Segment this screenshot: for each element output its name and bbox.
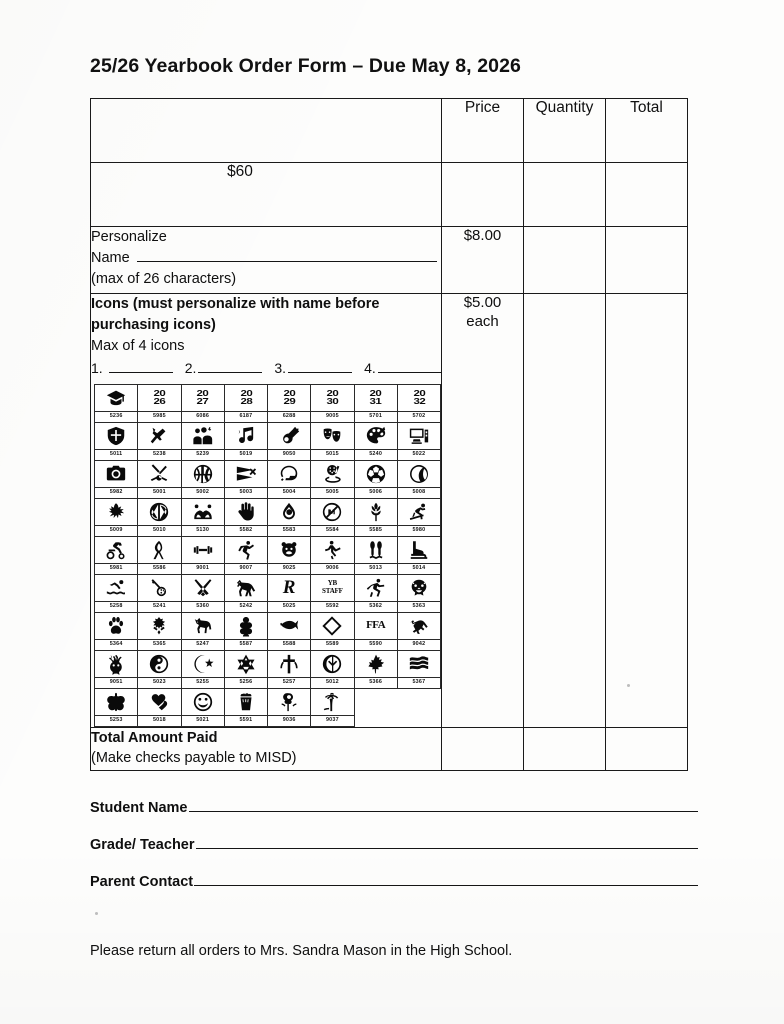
field-student-name-label: Student Name	[90, 800, 188, 816]
total-amount-quantity-cell[interactable]	[524, 727, 606, 770]
icon-cell-dirt-bike[interactable]	[95, 536, 138, 574]
icon-slot-4-write-line[interactable]	[378, 361, 442, 373]
icon-code: 5002	[182, 487, 224, 497]
icon-cell-year-2030[interactable]	[311, 384, 354, 422]
icon-code: 5005	[311, 487, 353, 497]
icons-heading-line2: purchasing icons)	[91, 316, 216, 333]
base-yearbook-quantity-cell[interactable]	[524, 163, 606, 227]
icon-cell-guitar[interactable]	[268, 422, 311, 460]
yin-yang-icon	[138, 651, 180, 677]
karate-icon	[355, 575, 397, 601]
skier-icon	[398, 499, 440, 525]
icon-cell-cross[interactable]	[268, 650, 311, 688]
icon-code: 5022	[398, 449, 440, 459]
table-row-personalize	[91, 227, 688, 294]
icon-code: 5014	[398, 563, 440, 573]
field-grade-teacher-label: Grade/ Teacher	[90, 837, 195, 853]
base-yearbook-price-label: $60	[227, 163, 253, 180]
icon-cell-wolf[interactable]	[181, 612, 224, 650]
icon-cell-peace-sign[interactable]	[311, 650, 354, 688]
icon-cell-tiger[interactable]	[397, 574, 440, 612]
personalize-total-cell[interactable]	[606, 227, 688, 294]
field-student-name[interactable]	[90, 800, 698, 816]
drama-masks-icon	[311, 423, 353, 449]
peace-sign-icon	[311, 651, 353, 677]
icon-grid-empty-cell	[397, 688, 440, 726]
icon-cell-script-letter-r[interactable]	[268, 574, 311, 612]
icon-cell-no-drugs[interactable]	[311, 498, 354, 536]
icon-code: 5583	[268, 525, 310, 535]
icon-cell-diamond[interactable]	[311, 612, 354, 650]
base-yearbook-description	[91, 163, 442, 227]
personalize-description	[91, 227, 442, 294]
music-notes-icon	[225, 423, 267, 449]
icon-cell-year-2029[interactable]	[268, 384, 311, 422]
header-description	[91, 99, 442, 163]
icon-cell-water-drop-globe[interactable]	[268, 498, 311, 536]
icon-cell-bear[interactable]	[268, 536, 311, 574]
icon-cell-basketball[interactable]	[181, 460, 224, 498]
icon-code: 5021	[182, 715, 224, 725]
icon-code: 5130	[182, 525, 224, 535]
no-drugs-icon	[311, 499, 353, 525]
dumbbell-icon	[182, 537, 224, 563]
icon-code: 5586	[138, 563, 180, 573]
icon-grid-row	[95, 536, 441, 574]
icon-cell-hockey-skate[interactable]	[397, 536, 440, 574]
personalize-name-label: Name	[91, 250, 130, 267]
palm-tree-icon	[311, 689, 353, 715]
icon-selection-slots	[91, 359, 441, 379]
icon-cell-star-of-david[interactable]	[224, 650, 267, 688]
icon-cell-music-notes[interactable]	[224, 422, 267, 460]
icon-code: 5006	[355, 487, 397, 497]
yearbook-staff-icon: YB STAFF	[322, 579, 343, 595]
icon-cell-year-2026[interactable]	[138, 384, 181, 422]
hockey-skate-icon	[398, 537, 440, 563]
icon-code: 9050	[268, 449, 310, 459]
icon-code: 5015	[311, 449, 353, 459]
icon-code: 5011	[95, 449, 137, 459]
maple-leaf-icon	[355, 651, 397, 677]
personalize-price-cell: $8.00	[442, 227, 524, 294]
script-letter-r-icon: R	[282, 577, 296, 599]
icon-cell-paw-print[interactable]	[95, 612, 138, 650]
icon-code: 5253	[95, 715, 137, 725]
icon-cell-skier[interactable]	[397, 498, 440, 536]
icon-cell-wrestling[interactable]	[181, 498, 224, 536]
icon-code: 5590	[355, 639, 397, 649]
icons-quantity-cell[interactable]	[524, 294, 606, 728]
icon-grid-row	[95, 422, 441, 460]
icon-slot-3-number: 3.	[274, 359, 287, 376]
icon-code: 5367	[398, 677, 440, 687]
icon-cell-butterfly[interactable]	[95, 688, 138, 726]
golf-icon	[311, 461, 353, 487]
icon-cell-ffa-emblem[interactable]	[354, 612, 397, 650]
icon-cell-four-h-clover[interactable]	[224, 612, 267, 650]
paw-print-icon	[95, 613, 137, 639]
icon-code: 9042	[398, 639, 440, 649]
icon-code: 5242	[225, 601, 267, 611]
icon-code: 9051	[95, 677, 137, 687]
icon-grid-row	[95, 688, 441, 726]
icon-code: 9036	[268, 715, 310, 725]
icon-cell-football-helmet[interactable]	[268, 460, 311, 498]
cross-icon	[268, 651, 310, 677]
diamond-icon	[311, 613, 353, 639]
field-grade-teacher-write-line[interactable]	[196, 837, 698, 849]
total-amount-total-cell[interactable]	[606, 727, 688, 770]
icon-code: 5240	[355, 449, 397, 459]
icon-code: 5257	[268, 677, 310, 687]
icon-cell-flag[interactable]	[397, 650, 440, 688]
awareness-ribbon-icon	[138, 537, 180, 563]
icon-code: 5585	[355, 525, 397, 535]
icon-code: 5023	[138, 677, 180, 687]
icon-cell-wheat[interactable]	[354, 498, 397, 536]
total-amount-price-cell[interactable]	[442, 727, 524, 770]
icon-cell-horse[interactable]	[224, 574, 267, 612]
icons-price-cell	[442, 294, 524, 728]
icon-cell-golf[interactable]	[311, 460, 354, 498]
icon-cell-crescent-star[interactable]	[181, 650, 224, 688]
camera-icon	[95, 461, 137, 487]
tiger-icon	[398, 575, 440, 601]
icon-code: 5001	[138, 487, 180, 497]
icon-code: 5980	[398, 525, 440, 535]
header-quantity: Quantity	[524, 99, 606, 163]
icon-code: 5982	[95, 487, 137, 497]
icon-cell-soccer-ball[interactable]	[354, 460, 397, 498]
icon-cell-awareness-ribbon[interactable]	[138, 536, 181, 574]
year-2028-icon: 20 28	[240, 388, 252, 406]
star-of-david-icon	[225, 651, 267, 677]
icon-code: 5591	[225, 715, 267, 725]
icon-grid-row	[95, 574, 441, 612]
icon-code: 9025	[268, 563, 310, 573]
year-2031-icon: 20 31	[369, 388, 382, 406]
icon-cell-pennant[interactable]	[224, 460, 267, 498]
icon-cell-fishing[interactable]	[138, 574, 181, 612]
icon-code: 5365	[138, 639, 180, 649]
dancer-icon	[225, 537, 267, 563]
icon-code: 5592	[311, 601, 353, 611]
personalize-quantity-cell[interactable]	[524, 227, 606, 294]
icon-grid-row	[95, 650, 441, 688]
icon-cell-gymnast[interactable]	[311, 536, 354, 574]
butterfly-icon	[95, 689, 137, 715]
return-instructions: Please return all orders to Mrs. Sandra Mason in the High School.	[90, 943, 513, 959]
ballet-shoes-icon	[355, 537, 397, 563]
icon-code: 5241	[138, 601, 180, 611]
icon-code: 5981	[95, 563, 137, 573]
icon-slot-4[interactable]	[364, 359, 454, 379]
icons-price-unit: each	[466, 312, 499, 330]
guitar-icon	[268, 423, 310, 449]
icon-code: 5258	[95, 601, 137, 611]
crossed-sticks-icon	[182, 575, 224, 601]
icon-cell-computer[interactable]	[397, 422, 440, 460]
water-drop-globe-icon	[268, 499, 310, 525]
popcorn-drink-icon	[225, 689, 267, 715]
icon-cell-choir-singers[interactable]	[181, 422, 224, 460]
field-parent-contact-write-line[interactable]	[194, 874, 698, 886]
icon-cell-axe[interactable]	[138, 422, 181, 460]
icon-cell-palm-tree[interactable]	[311, 688, 354, 726]
flag-icon	[398, 651, 440, 677]
header-price: Price	[442, 99, 524, 163]
icons-total-cell[interactable]	[606, 294, 688, 728]
icon-code: 5702	[398, 411, 440, 421]
icon-cell-yearbook-staff[interactable]	[311, 574, 354, 612]
computer-icon	[398, 423, 440, 449]
baseball-icon	[138, 461, 180, 487]
bear-icon	[268, 537, 310, 563]
winged-shoe-track-icon	[95, 499, 137, 525]
graduation-cap-icon	[95, 385, 137, 411]
icon-cell-shield[interactable]	[95, 422, 138, 460]
icons-price-amount: $5.00	[463, 294, 502, 311]
icon-cell-year-2027[interactable]	[181, 384, 224, 422]
icon-code: 9037	[311, 715, 353, 725]
horse-icon	[225, 575, 267, 601]
icon-cell-deer[interactable]	[95, 650, 138, 688]
field-student-name-write-line[interactable]	[189, 800, 699, 812]
icon-cell-popcorn-drink[interactable]	[224, 688, 267, 726]
icon-code: 5004	[268, 487, 310, 497]
icons-max-note: Max of 4 icons	[91, 338, 185, 355]
icon-code: 5582	[225, 525, 267, 535]
year-2032-icon: 20 32	[413, 388, 425, 406]
swimmer-icon	[95, 575, 137, 601]
icon-code: 9005	[311, 411, 353, 421]
icon-cell-winged-shoe-track[interactable]	[95, 498, 138, 536]
icon-code: 5584	[311, 525, 353, 535]
icon-cell-rose[interactable]	[268, 688, 311, 726]
field-grade-teacher[interactable]	[90, 837, 698, 853]
deer-icon	[95, 651, 137, 677]
total-amount-checks-note: (Make checks payable to MISD)	[91, 750, 297, 767]
football-helmet-icon	[268, 461, 310, 487]
icon-cell-smiley-face[interactable]	[181, 688, 224, 726]
icon-slot-1-write-line[interactable]	[109, 361, 173, 373]
icon-catalog-grid	[94, 384, 441, 727]
field-parent-contact[interactable]	[90, 874, 698, 890]
icon-code: 9001	[182, 563, 224, 573]
four-h-clover-icon	[225, 613, 267, 639]
year-2030-icon: 20 30	[326, 388, 339, 406]
icon-code: 5256	[225, 677, 267, 687]
gymnast-icon	[311, 537, 353, 563]
choir-singers-icon	[182, 423, 224, 449]
icon-grid-row	[95, 460, 441, 498]
personalize-name-write-line[interactable]	[137, 249, 437, 262]
dirt-bike-icon	[95, 537, 137, 563]
icon-code: 5701	[355, 411, 397, 421]
icon-cell-year-2028[interactable]	[224, 384, 267, 422]
icon-slot-3-write-line[interactable]	[288, 361, 352, 373]
eagle-icon	[138, 613, 180, 639]
ffa-emblem-icon: FFA	[366, 619, 386, 632]
icon-grid-row	[95, 498, 441, 536]
icon-code: 5008	[398, 487, 440, 497]
icon-slot-2-number: 2.	[184, 359, 197, 376]
icon-slot-2-write-line[interactable]	[198, 361, 262, 373]
rose-icon	[268, 689, 310, 715]
icon-cell-graduation-cap[interactable]	[95, 384, 138, 422]
icon-cell-year-2031[interactable]	[354, 384, 397, 422]
icon-cell-crossed-sticks[interactable]	[181, 574, 224, 612]
icon-code: 5985	[138, 411, 180, 421]
crescent-star-icon	[182, 651, 224, 677]
shield-icon	[95, 423, 137, 449]
personalize-name-field[interactable]	[91, 248, 441, 269]
hand-icon	[225, 499, 267, 525]
icon-code: 5247	[182, 639, 224, 649]
icon-code: 5012	[311, 677, 353, 687]
icon-code: 5588	[268, 639, 310, 649]
table-row-base-yearbook	[91, 163, 688, 227]
header-total: Total	[606, 99, 688, 163]
icon-code: 5366	[355, 677, 397, 687]
icon-code: 5362	[355, 601, 397, 611]
wolf-icon	[182, 613, 224, 639]
icon-slot-1[interactable]	[91, 359, 185, 379]
icon-code: 5019	[225, 449, 267, 459]
icon-code: 5587	[225, 639, 267, 649]
icon-code: 5589	[311, 639, 353, 649]
total-amount-label: Total Amount Paid	[91, 729, 218, 746]
icon-cell-drama-masks[interactable]	[311, 422, 354, 460]
year-2027-icon: 20 27	[196, 388, 209, 406]
wrestling-icon	[182, 499, 224, 525]
icon-cell-dancer[interactable]	[224, 536, 267, 574]
page-title: 25/26 Yearbook Order Form – Due May 8, 2026	[90, 55, 521, 77]
table-header-row	[91, 99, 688, 163]
icon-grid-row	[95, 612, 441, 650]
icon-code: 5013	[355, 563, 397, 573]
icon-cell-baseball[interactable]	[138, 460, 181, 498]
personalize-label: Personalize	[91, 229, 167, 245]
icon-code: 5018	[138, 715, 180, 725]
icon-code: 5009	[95, 525, 137, 535]
volleyball-icon	[138, 499, 180, 525]
icon-cell-yin-yang[interactable]	[138, 650, 181, 688]
icon-cell-dragon[interactable]	[397, 612, 440, 650]
smiley-face-icon	[182, 689, 224, 715]
scan-speck	[95, 912, 98, 915]
order-table	[90, 98, 688, 771]
personalize-max-characters-note: (max of 26 characters)	[91, 271, 237, 288]
icon-code: 5255	[182, 677, 224, 687]
icon-cell-maple-leaf[interactable]	[354, 650, 397, 688]
icon-cell-tennis-ball[interactable]	[397, 460, 440, 498]
icon-cell-dumbbell[interactable]	[181, 536, 224, 574]
icon-code: 9007	[225, 563, 267, 573]
icon-cell-camera[interactable]	[95, 460, 138, 498]
icon-code: 5239	[182, 449, 224, 459]
base-yearbook-price-cell[interactable]	[442, 163, 524, 227]
field-parent-contact-label: Parent Contact	[90, 874, 194, 890]
icon-code: 5360	[182, 601, 224, 611]
icon-code: 5025	[268, 601, 310, 611]
icon-code: 5236	[95, 411, 137, 421]
hearts-icon	[138, 689, 180, 715]
icons-heading-line1: Icons (must personalize with name before	[91, 296, 380, 312]
wheat-icon	[355, 499, 397, 525]
icon-grid-row	[95, 384, 441, 422]
icon-cell-swimmer[interactable]	[95, 574, 138, 612]
icon-cell-eagle[interactable]	[138, 612, 181, 650]
icon-slot-1-number: 1.	[91, 359, 103, 376]
year-2026-icon: 20 26	[153, 388, 166, 406]
basketball-icon	[182, 461, 224, 487]
year-2029-icon: 20 29	[283, 388, 295, 406]
icon-grid-empty-cell	[354, 688, 397, 726]
art-palette-icon	[355, 423, 397, 449]
icon-code: 5364	[95, 639, 137, 649]
table-row-total-amount	[91, 727, 688, 770]
icon-cell-art-palette[interactable]	[354, 422, 397, 460]
pennant-icon	[225, 461, 267, 487]
icon-code: 5010	[138, 525, 180, 535]
total-amount-description	[91, 727, 442, 770]
icon-cell-ballet-shoes[interactable]	[354, 536, 397, 574]
soccer-ball-icon	[355, 461, 397, 487]
icon-code: 5238	[138, 449, 180, 459]
icon-cell-year-2032[interactable]	[397, 384, 440, 422]
icon-slot-3[interactable]	[274, 359, 364, 379]
fish-icon	[268, 613, 310, 639]
axe-icon	[138, 423, 180, 449]
icon-cell-karate[interactable]	[354, 574, 397, 612]
icon-code: 6288	[268, 411, 310, 421]
fishing-icon	[138, 575, 180, 601]
icon-code: 6187	[225, 411, 267, 421]
table-row-icons	[91, 294, 688, 728]
icon-code: 5003	[225, 487, 267, 497]
icon-cell-hearts[interactable]	[138, 688, 181, 726]
bottom-fields	[90, 800, 698, 911]
icon-cell-volleyball[interactable]	[138, 498, 181, 536]
icon-cell-fish[interactable]	[268, 612, 311, 650]
icon-code: 9006	[311, 563, 353, 573]
dragon-icon	[398, 613, 440, 639]
icon-slot-4-number: 4.	[364, 359, 376, 376]
icon-code: 5363	[398, 601, 440, 611]
base-yearbook-total-cell[interactable]	[606, 163, 688, 227]
icon-slot-2[interactable]	[185, 359, 275, 379]
icons-description	[91, 294, 442, 728]
icon-cell-hand[interactable]	[224, 498, 267, 536]
icon-code: 6086	[182, 411, 224, 421]
tennis-ball-icon	[398, 461, 440, 487]
